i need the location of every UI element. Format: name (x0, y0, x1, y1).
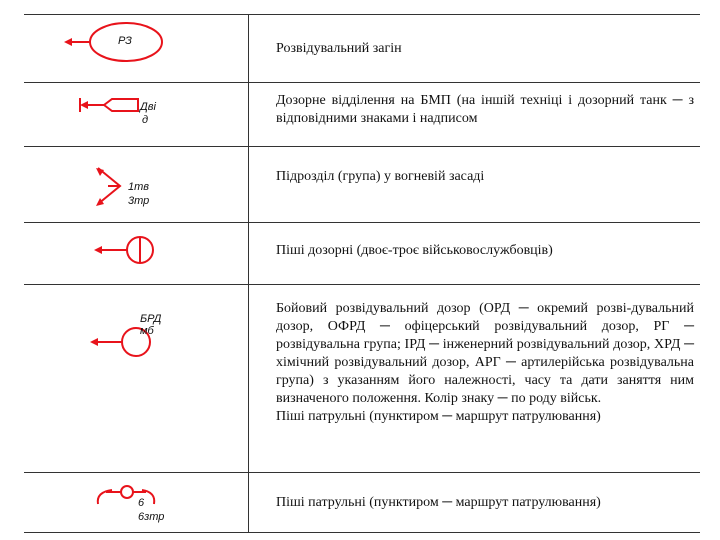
row-divider (24, 472, 700, 473)
symbol-label: Дві (140, 101, 156, 113)
row-description-extra: Пішi патрульні (пунктиром ─ маршрут патрулювання) (276, 409, 601, 424)
symbol-label: д (142, 114, 149, 126)
ambush-symbol (90, 164, 180, 216)
combat-recon-patrol-symbol (86, 312, 176, 368)
symbol-label: 6зтр (138, 511, 165, 523)
patrol-section-symbol (76, 90, 176, 140)
symbol-label: мб (140, 325, 154, 337)
row-description: Пішi патрульні (пунктиром ─ маршрут патрулювання) (276, 495, 601, 510)
row-description-main: Бойовий розвідувальний дозор (ОРД ─ окремий розві-дувальний дозор, ОФРД ─ офіцерський розвідувальний дозор, РГ ─ розвідувальна група; ІРД ─ інженерний розвідувальний дозор, ХРД ─ хімічний розвідувальний дозор, АРГ ─ артилерійська розвідувальна група) з указанням його належності, часу та дати заняття ним визначеного положення. Колір знаку ─ по роду військ. (276, 301, 694, 406)
column-divider (248, 14, 249, 532)
row-description: Розвідувальний загін (276, 41, 402, 56)
row-description: Пішi дозорні (двоє-троє військовослужбовців) (276, 243, 553, 258)
symbol-label: 1тв (128, 181, 150, 193)
row-divider (24, 146, 700, 147)
row-divider (24, 222, 700, 223)
symbol-label: 6 (138, 497, 145, 509)
row-description (276, 300, 694, 426)
row-divider (24, 532, 700, 533)
row-description: Підрозділ (група) у вогневій засаді (276, 169, 485, 184)
foot-patrolmen-symbol (86, 480, 186, 530)
row-divider (24, 14, 700, 15)
symbol-label: 3тр (128, 195, 150, 207)
foot-patrol-symbol (90, 234, 170, 270)
symbol-label: БРД (140, 313, 162, 325)
row-divider (24, 82, 700, 83)
recon-detachment-symbol (60, 20, 170, 70)
symbol-label: РЗ (118, 35, 132, 47)
row-description: Дозорне відділення на БМП (на іншій техніці і дозорний танк ─ з відповідними знаками і надписом (276, 93, 694, 126)
row-divider (24, 284, 700, 285)
